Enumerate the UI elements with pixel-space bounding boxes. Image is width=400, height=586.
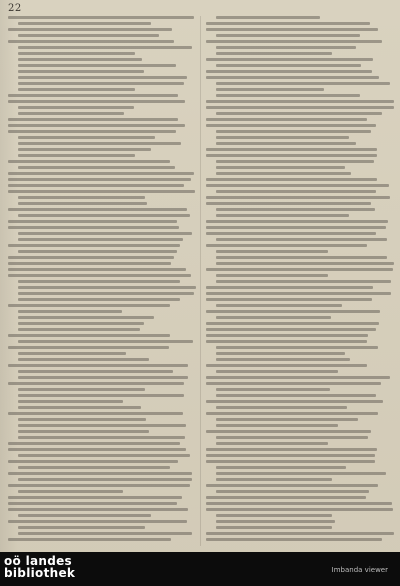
- text-line-placeholder: [206, 412, 378, 415]
- text-line-placeholder: [216, 52, 332, 55]
- text-line-placeholder: [8, 520, 187, 523]
- text-line-placeholder: [216, 316, 331, 319]
- text-line-placeholder: [216, 406, 347, 409]
- text-line-placeholder: [206, 328, 376, 331]
- text-line-placeholder: [216, 472, 386, 475]
- text-line-placeholder: [8, 40, 174, 43]
- text-line-placeholder: [216, 190, 376, 193]
- text-line-placeholder: [18, 292, 194, 295]
- text-line-placeholder: [18, 388, 145, 391]
- text-line-placeholder: [18, 88, 135, 91]
- text-line-placeholder: [18, 466, 170, 469]
- text-line-placeholder: [216, 418, 358, 421]
- text-line-placeholder: [18, 454, 190, 457]
- text-line-placeholder: [216, 112, 382, 115]
- text-line-placeholder: [8, 538, 171, 541]
- text-line-placeholder: [206, 298, 372, 301]
- text-line-placeholder: [216, 34, 360, 37]
- text-line-placeholder: [216, 442, 328, 445]
- text-line-placeholder: [216, 370, 338, 373]
- text-line-placeholder: [18, 154, 135, 157]
- text-line-placeholder: [216, 130, 371, 133]
- text-line-placeholder: [216, 478, 332, 481]
- text-line-placeholder: [18, 112, 124, 115]
- text-line-placeholder: [8, 28, 172, 31]
- text-line-placeholder: [18, 424, 186, 427]
- text-line-placeholder: [216, 394, 376, 397]
- text-line-placeholder: [18, 58, 142, 61]
- text-line-placeholder: [18, 142, 181, 145]
- text-line-placeholder: [216, 352, 345, 355]
- text-line-placeholder: [18, 214, 190, 217]
- text-line-placeholder: [216, 166, 345, 169]
- text-line-placeholder: [206, 538, 382, 541]
- text-line-placeholder: [206, 502, 392, 505]
- text-line-placeholder: [8, 244, 180, 247]
- text-line-placeholder: [18, 430, 149, 433]
- column-divider: [200, 16, 201, 546]
- text-line-placeholder: [8, 460, 178, 463]
- text-line-placeholder: [8, 304, 170, 307]
- text-line-placeholder: [18, 394, 184, 397]
- text-line-placeholder: [18, 286, 196, 289]
- text-line-placeholder: [206, 532, 394, 535]
- text-line-placeholder: [18, 166, 175, 169]
- text-line-placeholder: [206, 124, 376, 127]
- text-line-placeholder: [18, 136, 155, 139]
- viewer-label: Imbanda viewer: [331, 566, 388, 574]
- text-line-placeholder: [216, 358, 350, 361]
- text-line-placeholder: [216, 172, 351, 175]
- text-line-placeholder: [8, 274, 191, 277]
- text-line-placeholder: [216, 208, 375, 211]
- text-line-placeholder: [18, 46, 192, 49]
- text-line-placeholder: [206, 178, 377, 181]
- text-line-placeholder: [206, 460, 375, 463]
- text-line-placeholder: [8, 382, 184, 385]
- text-line-placeholder: [206, 496, 366, 499]
- text-line-placeholder: [206, 58, 373, 61]
- text-line-placeholder: [18, 250, 177, 253]
- text-line-placeholder: [8, 496, 182, 499]
- text-line-placeholder: [216, 160, 374, 163]
- text-line-placeholder: [206, 400, 383, 403]
- text-line-placeholder: [8, 16, 194, 19]
- text-line-placeholder: [216, 16, 320, 19]
- text-line-placeholder: [206, 106, 394, 109]
- text-line-placeholder: [216, 214, 349, 217]
- text-line-placeholder: [18, 280, 180, 283]
- text-line-placeholder: [206, 154, 377, 157]
- text-line-placeholder: [216, 142, 356, 145]
- text-line-placeholder: [206, 196, 390, 199]
- text-line-placeholder: [8, 364, 188, 367]
- text-line-placeholder: [216, 304, 342, 307]
- text-line-placeholder: [216, 94, 360, 97]
- text-line-placeholder: [206, 184, 389, 187]
- text-line-placeholder: [18, 70, 144, 73]
- text-line-placeholder: [206, 268, 393, 271]
- text-line-placeholder: [8, 130, 176, 133]
- text-line-placeholder: [206, 118, 367, 121]
- text-line-placeholder: [206, 454, 375, 457]
- text-line-placeholder: [216, 256, 387, 259]
- text-line-placeholder: [206, 28, 378, 31]
- text-line-placeholder: [206, 70, 372, 73]
- text-line-placeholder: [206, 484, 378, 487]
- text-line-placeholder: [8, 472, 192, 475]
- text-line-placeholder: [206, 292, 391, 295]
- text-line-placeholder: [18, 76, 187, 79]
- text-line-placeholder: [18, 514, 151, 517]
- text-line-placeholder: [18, 328, 140, 331]
- text-line-placeholder: [8, 412, 183, 415]
- text-line-placeholder: [18, 34, 159, 37]
- text-line-placeholder: [18, 232, 192, 235]
- text-line-placeholder: [216, 82, 390, 85]
- text-line-placeholder: [8, 448, 186, 451]
- text-line-placeholder: [18, 358, 149, 361]
- text-line-placeholder: [216, 262, 394, 265]
- text-line-placeholder: [18, 298, 180, 301]
- text-line-placeholder: [8, 508, 188, 511]
- text-line-placeholder: [18, 316, 154, 319]
- text-line-placeholder: [206, 310, 380, 313]
- text-line-placeholder: [206, 220, 388, 223]
- text-line-placeholder: [206, 382, 381, 385]
- text-line-placeholder: [8, 268, 186, 271]
- text-line-placeholder: [18, 400, 123, 403]
- text-line-placeholder: [206, 244, 367, 247]
- text-line-placeholder: [18, 340, 193, 343]
- text-column-right: [206, 16, 394, 546]
- text-line-placeholder: [8, 208, 187, 211]
- text-line-placeholder: [8, 178, 191, 181]
- text-line-placeholder: [206, 334, 368, 337]
- viewer-footer: [0, 552, 400, 586]
- text-line-placeholder: [18, 376, 188, 379]
- text-line-placeholder: [18, 202, 147, 205]
- library-logo[interactable]: [4, 555, 75, 579]
- text-line-placeholder: [18, 322, 144, 325]
- text-line-placeholder: [8, 262, 171, 265]
- text-line-placeholder: [216, 238, 387, 241]
- text-line-placeholder: [216, 388, 330, 391]
- text-line-placeholder: [216, 88, 324, 91]
- text-line-placeholder: [18, 370, 173, 373]
- text-line-placeholder: [8, 124, 185, 127]
- text-line-placeholder: [216, 520, 335, 523]
- text-line-placeholder: [8, 190, 195, 193]
- text-line-placeholder: [206, 508, 393, 511]
- text-line-placeholder: [216, 46, 356, 49]
- text-line-placeholder: [8, 160, 170, 163]
- text-line-placeholder: [206, 100, 394, 103]
- page-number: 22: [8, 3, 22, 14]
- text-line-placeholder: [216, 490, 369, 493]
- text-line-placeholder: [216, 280, 391, 283]
- text-line-placeholder: [206, 286, 373, 289]
- text-line-placeholder: [206, 22, 370, 25]
- text-line-placeholder: [18, 406, 141, 409]
- text-line-placeholder: [8, 184, 184, 187]
- text-line-placeholder: [206, 448, 377, 451]
- text-line-placeholder: [18, 64, 176, 67]
- text-line-placeholder: [206, 148, 377, 151]
- text-line-placeholder: [206, 226, 386, 229]
- text-line-placeholder: [8, 484, 190, 487]
- text-line-placeholder: [18, 52, 135, 55]
- text-line-placeholder: [18, 490, 123, 493]
- text-line-placeholder: [18, 526, 145, 529]
- text-line-placeholder: [18, 238, 183, 241]
- text-line-placeholder: [18, 418, 146, 421]
- text-line-placeholder: [216, 424, 338, 427]
- text-line-placeholder: [18, 82, 184, 85]
- text-line-placeholder: [18, 22, 151, 25]
- text-line-placeholder: [8, 226, 179, 229]
- text-line-placeholder: [8, 442, 180, 445]
- text-line-placeholder: [18, 148, 151, 151]
- text-line-placeholder: [216, 436, 368, 439]
- text-line-placeholder: [8, 220, 177, 223]
- text-line-placeholder: [206, 430, 371, 433]
- text-line-placeholder: [216, 514, 332, 517]
- text-line-placeholder: [216, 136, 349, 139]
- text-line-placeholder: [8, 100, 185, 103]
- text-line-placeholder: [216, 64, 361, 67]
- text-column-left: [8, 16, 196, 546]
- text-line-placeholder: [206, 376, 390, 379]
- logo-text-line2: bibliothek: [4, 566, 76, 580]
- text-line-placeholder: [216, 250, 328, 253]
- text-line-placeholder: [216, 526, 332, 529]
- text-line-placeholder: [206, 364, 367, 367]
- logo-text-line1: oö landes: [4, 554, 72, 568]
- text-line-placeholder: [18, 352, 126, 355]
- text-line-placeholder: [216, 346, 378, 349]
- text-line-placeholder: [8, 94, 178, 97]
- text-line-placeholder: [18, 196, 145, 199]
- text-line-placeholder: [206, 76, 379, 79]
- text-line-placeholder: [18, 436, 185, 439]
- text-line-placeholder: [8, 334, 170, 337]
- text-line-placeholder: [18, 310, 122, 313]
- text-line-placeholder: [206, 40, 382, 43]
- text-line-placeholder: [206, 232, 376, 235]
- text-line-placeholder: [8, 118, 178, 121]
- text-line-placeholder: [8, 502, 177, 505]
- text-line-placeholder: [8, 172, 194, 175]
- text-line-placeholder: [18, 532, 192, 535]
- text-line-placeholder: [206, 202, 371, 205]
- text-line-placeholder: [206, 340, 367, 343]
- text-line-placeholder: [8, 256, 174, 259]
- text-line-placeholder: [18, 478, 192, 481]
- text-line-placeholder: [8, 346, 169, 349]
- text-line-placeholder: [18, 106, 134, 109]
- text-line-placeholder: [216, 466, 346, 469]
- text-line-placeholder: [216, 274, 328, 277]
- text-line-placeholder: [206, 322, 379, 325]
